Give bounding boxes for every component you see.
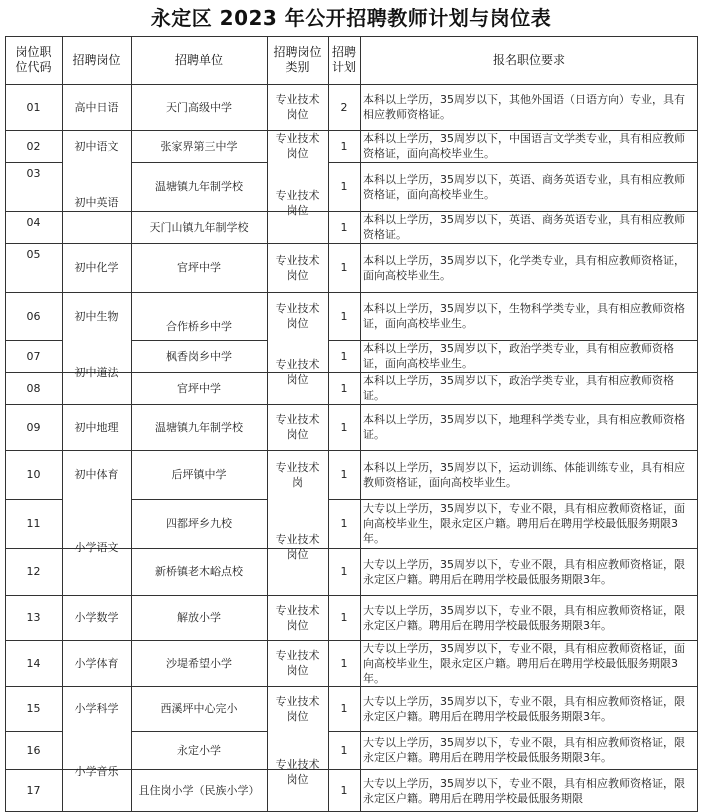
recruitment-table [5,36,698,812]
header-position: 招聘岗位 [72,52,121,67]
row-code: 14 [26,656,41,670]
plan-count: 1 [340,784,348,797]
row-code: 07 [26,349,41,363]
plan-count: 1 [340,517,348,530]
plan-count: 1 [340,381,348,395]
plan-count: 1 [340,139,348,153]
row-code: 01 [26,100,41,114]
unit-name: 西溪坪中心完小 [160,702,238,715]
position-label: 初中生物 [74,309,119,323]
category-label: 专业技术岗位 [275,93,320,121]
unit-name: 枫香岗乡中学 [166,349,232,363]
requirement-text: 本科以上学历，35周岁以下，化学类专业，具有相应教师资格证，面向高校毕业生。 [363,253,685,282]
unit-name: 天门山镇九年制学校 [149,220,249,234]
row-code: 11 [26,517,41,530]
header-category: 招聘岗位类别 [273,45,322,74]
row-code: 10 [26,468,41,481]
category-label: 专业技术岗位 [275,132,320,160]
unit-name: 天门高级中学 [166,100,232,114]
header-requirement: 报名职位要求 [492,52,565,67]
requirement-text: 大专以上学历，35周岁以下，专业不限，具有相应教师资格证，限永定区户籍。聘用后在聘用学校最低服务期限3年。 [363,557,685,586]
plan-count: 1 [340,180,348,193]
unit-name: 永定小学 [177,743,221,757]
unit-name: 合作桥乡中学 [166,320,232,333]
unit-name: 官坪中学 [177,261,221,274]
row-code: 12 [26,565,41,578]
unit-name: 且住岗小学（民族小学） [138,784,260,797]
requirement-text: 本科以上学历，35周岁以下，英语、商务英语专业，具有相应教师资格证。 [363,213,685,241]
unit-name: 四都坪乡九校 [166,517,232,530]
category-label: 专业技术岗位 [275,413,320,441]
unit-name: 后坪镇中学 [171,468,227,481]
position-label: 小学音乐 [74,765,119,778]
requirement-text: 大专以上学历，35周岁以下，专业不限，具有相应教师资格证，限永定区户籍。聘用后在聘用学校最低服务期限3年。 [363,736,685,764]
row-code: 09 [26,420,41,434]
plan-count: 1 [340,702,348,715]
row-code: 03 [26,167,41,180]
header-code: 岗位职位代码 [15,45,52,74]
unit-name: 官坪中学 [177,381,221,395]
category-label: 专业技术岗位 [275,694,320,723]
unit-name: 温塘镇九年制学校 [155,420,243,434]
category-label: 专业技术岗位 [275,757,320,786]
category-label: 专业技术岗 [275,460,320,489]
requirement-text: 大专以上学历，35周岁以下，专业不限，具有相应教师资格证，限永定区户籍。聘用后在聘用学校最低服务期限3年。 [363,603,685,632]
row-code: 06 [26,309,41,323]
header-plan: 招聘计划 [331,45,356,74]
requirement-text: 本科以上学历，35周岁以下，英语、商务英语专业，具有相应教师资格证，面向高校毕业生。 [363,172,685,201]
requirement-text: 本科以上学历，35周岁以下，运动训练、体能训练专业，具有相应教师资格证，面向高校毕业生。 [363,460,685,489]
plan-count: 1 [340,349,348,363]
position-label: 高中日语 [74,100,119,114]
requirement-text: 大专以上学历，35周岁以下，专业不限，具有相应教师资格证，面向高校毕业生，限永定区户籍。聘用后在聘用学校最低服务期限3年。 [363,502,685,545]
category-label: 专业技术岗位 [275,188,320,217]
header-unit: 招聘单位 [174,52,223,67]
plan-count: 1 [340,261,348,274]
requirement-text: 本科以上学历，35周岁以下，政治学类专业，具有相应教师资格证，面向高校毕业生。 [363,342,674,370]
position-label: 初中化学 [74,261,119,274]
category-label: 专业技术岗位 [275,302,320,330]
row-code: 13 [26,611,41,624]
category-label: 专业技术岗位 [275,253,320,282]
row-code: 04 [26,216,41,229]
row-code: 16 [26,743,41,757]
unit-name: 温塘镇九年制学校 [155,180,243,193]
plan-count: 1 [340,420,348,434]
requirement-text: 本科以上学历，35周岁以下，政治学类专业，具有相应教师资格证。 [363,374,674,402]
row-code: 08 [26,381,41,395]
plan-count: 1 [340,611,348,624]
position-label: 初中地理 [74,420,119,434]
position-label: 初中体育 [74,468,119,481]
requirement-text: 本科以上学历，35周岁以下，中国语言文学类专业，具有相应教师资格证，面向高校毕业生。 [363,132,685,160]
row-code: 15 [26,702,41,715]
plan-count: 1 [340,656,348,670]
category-label: 专业技术岗位 [275,358,320,386]
plan-count: 1 [340,309,348,323]
row-code: 02 [26,139,41,153]
unit-name: 沙堤希望小学 [166,656,232,670]
plan-count: 1 [340,743,348,757]
requirement-text: 大专以上学历，35周岁以下，专业不限，具有相应教师资格证，限永定区户籍。聘用后在聘用学校最低服务期限 [363,776,685,805]
requirement-text: 大专以上学历，35周岁以下，专业不限，具有相应教师资格证，限永定区户籍。聘用后在聘用学校最低服务期限3年。 [363,694,685,723]
unit-name: 解放小学 [177,611,221,624]
position-label: 初中语文 [74,139,119,153]
requirement-text: 本科以上学历，35周岁以下，地理科学类专业，具有相应教师资格证。 [363,413,685,441]
requirement-text: 大专以上学历，35周岁以下，专业不限，具有相应教师资格证，面向高校毕业生，限永定区户籍。聘用后在聘用学校最低服务期限3年。 [363,641,685,685]
position-label: 小学科学 [74,702,119,715]
position-label: 初中英语 [74,196,119,209]
position-label: 小学语文 [74,540,119,554]
plan-count: 1 [340,468,348,481]
category-label: 专业技术岗位 [275,649,320,677]
category-label: 专业技术岗位 [275,603,320,632]
requirement-text: 本科以上学历，35周岁以下，其他外国语（日语方向）专业，具有相应教师资格证。 [363,93,685,121]
unit-name: 新桥镇老木峪点校 [155,565,243,578]
position-label: 初中道法 [74,365,119,379]
row-code: 17 [26,784,41,797]
category-label: 专业技术岗位 [275,533,320,561]
plan-count: 1 [340,220,348,234]
requirement-text: 本科以上学历，35周岁以下，生物科学类专业，具有相应教师资格证，面向高校毕业生。 [363,302,685,330]
plan-count: 2 [340,100,348,114]
unit-name: 张家界第三中学 [160,139,238,153]
position-label: 小学数学 [74,611,119,624]
page-title: 永定区 2023 年公开招聘教师计划与岗位表 [150,6,552,30]
plan-count: 1 [340,565,348,578]
position-label: 小学体育 [74,656,119,670]
row-code: 05 [26,248,41,261]
